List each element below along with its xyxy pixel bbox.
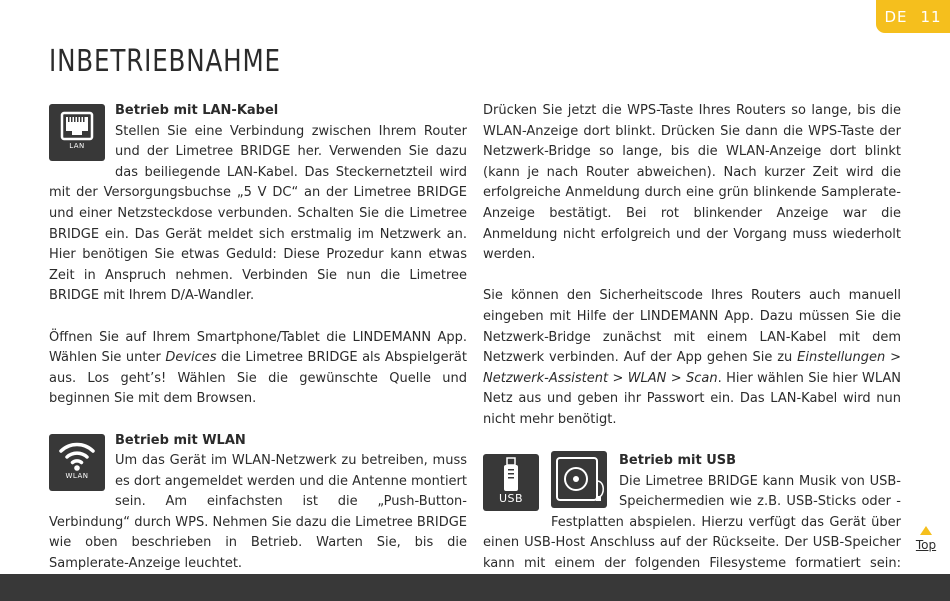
hard-drive-icon bbox=[551, 451, 607, 508]
language-code: DE bbox=[884, 7, 908, 26]
arrow-up-icon bbox=[920, 526, 932, 535]
lan-text: Stellen Sie eine Verbindung zwischen Ihrem Router und der Limetree BRIDGE her. Verwenden Sie dazu das beiliegende LAN-Kabel. Das Steckernetzteil wird mit der Versorgungsbuchse „5 V DC“ an der Limetree BRIDGE und einer Netzsteckdose verbunden. Schalten Sie die Limetree BRIDGE ein. Das Gerät meldet sich erstmalig im Netzwerk an. Hier benötigen Sie etwas Geduld: Diese Prozedur kann etwas Zeit in Anspruch nehmen. Verbinden Sie nun die Limetree BRIDGE mit Ihrem D/A-Wandler. bbox=[49, 123, 467, 304]
wlan-section bbox=[49, 431, 467, 575]
wlan-icon-label: WLAN bbox=[65, 471, 89, 480]
wps-paragraph: Drücken Sie jetzt die WPS-Taste Ihres Routers so lange, bis die WLAN-Anzeige dort blinkt. Drücken Sie dann die WPS-Taste der Netzwerk-Bridge so lange, bis die WLAN-Anzeige dort blinkt (kann je nach Router abweichen). Nach kurzer Zeit wird die erfolgreiche Anmeldung durch eine grün blinkende Samplerate-Anzeige bestätigt. Bei rot blinkender Anzeige war die Anmeldung nicht erfolgreich und der Vorgang muss wiederholt werden. bbox=[483, 103, 901, 263]
wlan-icon bbox=[49, 434, 105, 491]
wlan-text: Um das Gerät im WLAN-Netzwerk zu betreiben, muss es dort angemeldet werden und die Antenne montiert sein. Am einfachsten ist die „Push-Button-Verbindung“ durch WPS. Nehmen Sie dazu die Limetree BRIDGE wie oben beschrieben in Betrieb. Warten Sie, bis die Samplerate-Anzeige leuchtet. bbox=[49, 453, 467, 572]
usb-icon bbox=[483, 454, 539, 511]
usb-icon-label: USB bbox=[498, 491, 524, 505]
top-link-label: Top bbox=[915, 538, 937, 552]
hard-drive-graphic bbox=[551, 451, 607, 508]
code-text-2: . Hier wählen Sie hier WLAN Netz aus und geben ihr Passwort ein. Das LAN-Kabel wird nun nicht mehr benötigt. bbox=[483, 370, 901, 427]
right-column bbox=[483, 101, 901, 595]
app-paragraph bbox=[49, 328, 467, 410]
app-text-1: Öffnen Sie auf Ihrem Smartphone/Tablet die LINDEMANN App. Wählen Sie unter bbox=[49, 329, 467, 366]
code-paragraph bbox=[483, 286, 901, 430]
lan-icon bbox=[49, 104, 105, 161]
lan-icon-label: LAN bbox=[69, 142, 85, 151]
code-text-1: Sie können den Sicherheitscode Ihres Routers auch manuell eingeben mit Hilfe der LINDEMANN App. Dazu müssen Sie die Netzwerk-Bridge zunächst mit einem LAN-Kabel mit dem Netzwerk verbinden. Auf der App gehen Sie zu bbox=[483, 288, 901, 366]
wlan-heading: Betrieb mit WLAN bbox=[115, 432, 246, 448]
page-tab bbox=[876, 0, 950, 33]
lan-section bbox=[49, 101, 467, 307]
usb-text: Die Limetree BRIDGE kann Musik von USB-Speichermedien wie z.B. USB-Sticks oder -Festplatten abspielen. Hierzu verfügt das Gerät über einen USB-Host Anschluss auf der Rückseite. Der USB-Speicher kann mit einem der folgenden Filesysteme formatiert sein: bbox=[483, 473, 901, 572]
app-devices-term: Devices bbox=[165, 350, 217, 366]
lan-heading: Betrieb mit LAN-Kabel bbox=[115, 103, 279, 118]
app-text-2: die Limetree BRIDGE als Abspielgerät aus. Los geht’s! Wählen Sie die gewünschte Quelle und beginnen Sie mit dem Browsen. bbox=[49, 350, 467, 407]
footer-bar bbox=[0, 574, 950, 601]
usb-heading: Betrieb mit USB bbox=[619, 453, 737, 469]
top-link[interactable] bbox=[911, 526, 941, 552]
left-column bbox=[49, 101, 467, 575]
page-number: 11 bbox=[920, 7, 942, 26]
app-menu-path: Einstellungen > Netzwerk-Assistent > WLAN > Scan bbox=[483, 350, 901, 386]
page-title: INBETRIEBNAHME bbox=[49, 44, 281, 79]
